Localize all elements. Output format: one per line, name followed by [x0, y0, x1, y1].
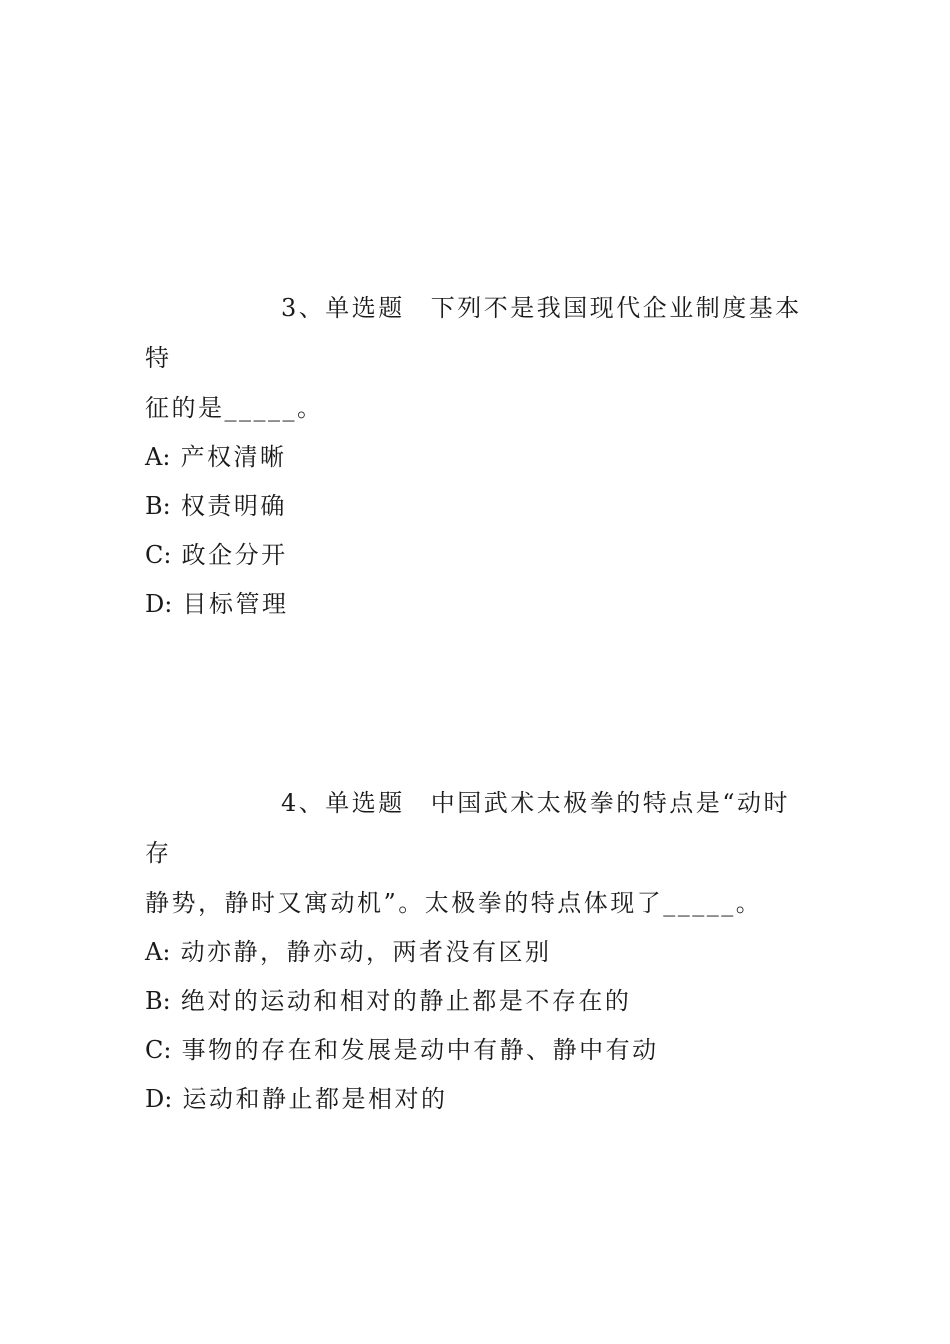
question-type: 单选题 — [325, 789, 405, 817]
option-letter: A: — [145, 443, 171, 471]
option-letter: C: — [145, 541, 172, 569]
question-stem-line2: 静势，静时又寓动机”。太极拳的特点体现了_____。 — [145, 889, 763, 917]
option-letter: C: — [145, 1036, 172, 1064]
option-text: 运动和静止都是相对的 — [182, 1085, 448, 1113]
option-a[interactable] — [145, 433, 805, 482]
option-letter: D: — [145, 590, 173, 618]
option-text: 政企分开 — [181, 541, 288, 569]
option-text: 目标管理 — [182, 590, 289, 618]
option-d[interactable] — [145, 1075, 805, 1124]
question-stem — [145, 283, 805, 433]
question-number: 3、 — [281, 294, 326, 322]
option-text: 绝对的运动和相对的静止都是不存在的 — [180, 987, 632, 1015]
question-stem-line1: 下列不是我国现代企业制度基本特 — [145, 294, 802, 372]
option-letter: B: — [145, 987, 171, 1015]
question-3 — [145, 283, 805, 629]
option-text: 产权清晰 — [180, 443, 287, 471]
question-type: 单选题 — [325, 294, 405, 322]
question-number: 4、 — [281, 789, 326, 817]
question-stem — [145, 778, 805, 928]
option-letter: B: — [145, 492, 171, 520]
option-letter: D: — [145, 1085, 173, 1113]
option-letter: A: — [145, 938, 171, 966]
option-b[interactable] — [145, 482, 805, 531]
question-4 — [145, 778, 805, 1124]
option-c[interactable] — [145, 531, 805, 580]
option-c[interactable] — [145, 1026, 805, 1075]
option-d[interactable] — [145, 580, 805, 629]
question-stem-line2: 征的是_____。 — [145, 394, 324, 422]
option-b[interactable] — [145, 977, 805, 1026]
question-stem-line1: 中国武术太极拳的特点是“动时存 — [145, 789, 791, 867]
option-text: 事物的存在和发展是动中有静、静中有动 — [181, 1036, 659, 1064]
option-a[interactable] — [145, 928, 805, 977]
option-text: 权责明确 — [180, 492, 287, 520]
option-text: 动亦静，静亦动，两者没有区别 — [180, 938, 552, 966]
